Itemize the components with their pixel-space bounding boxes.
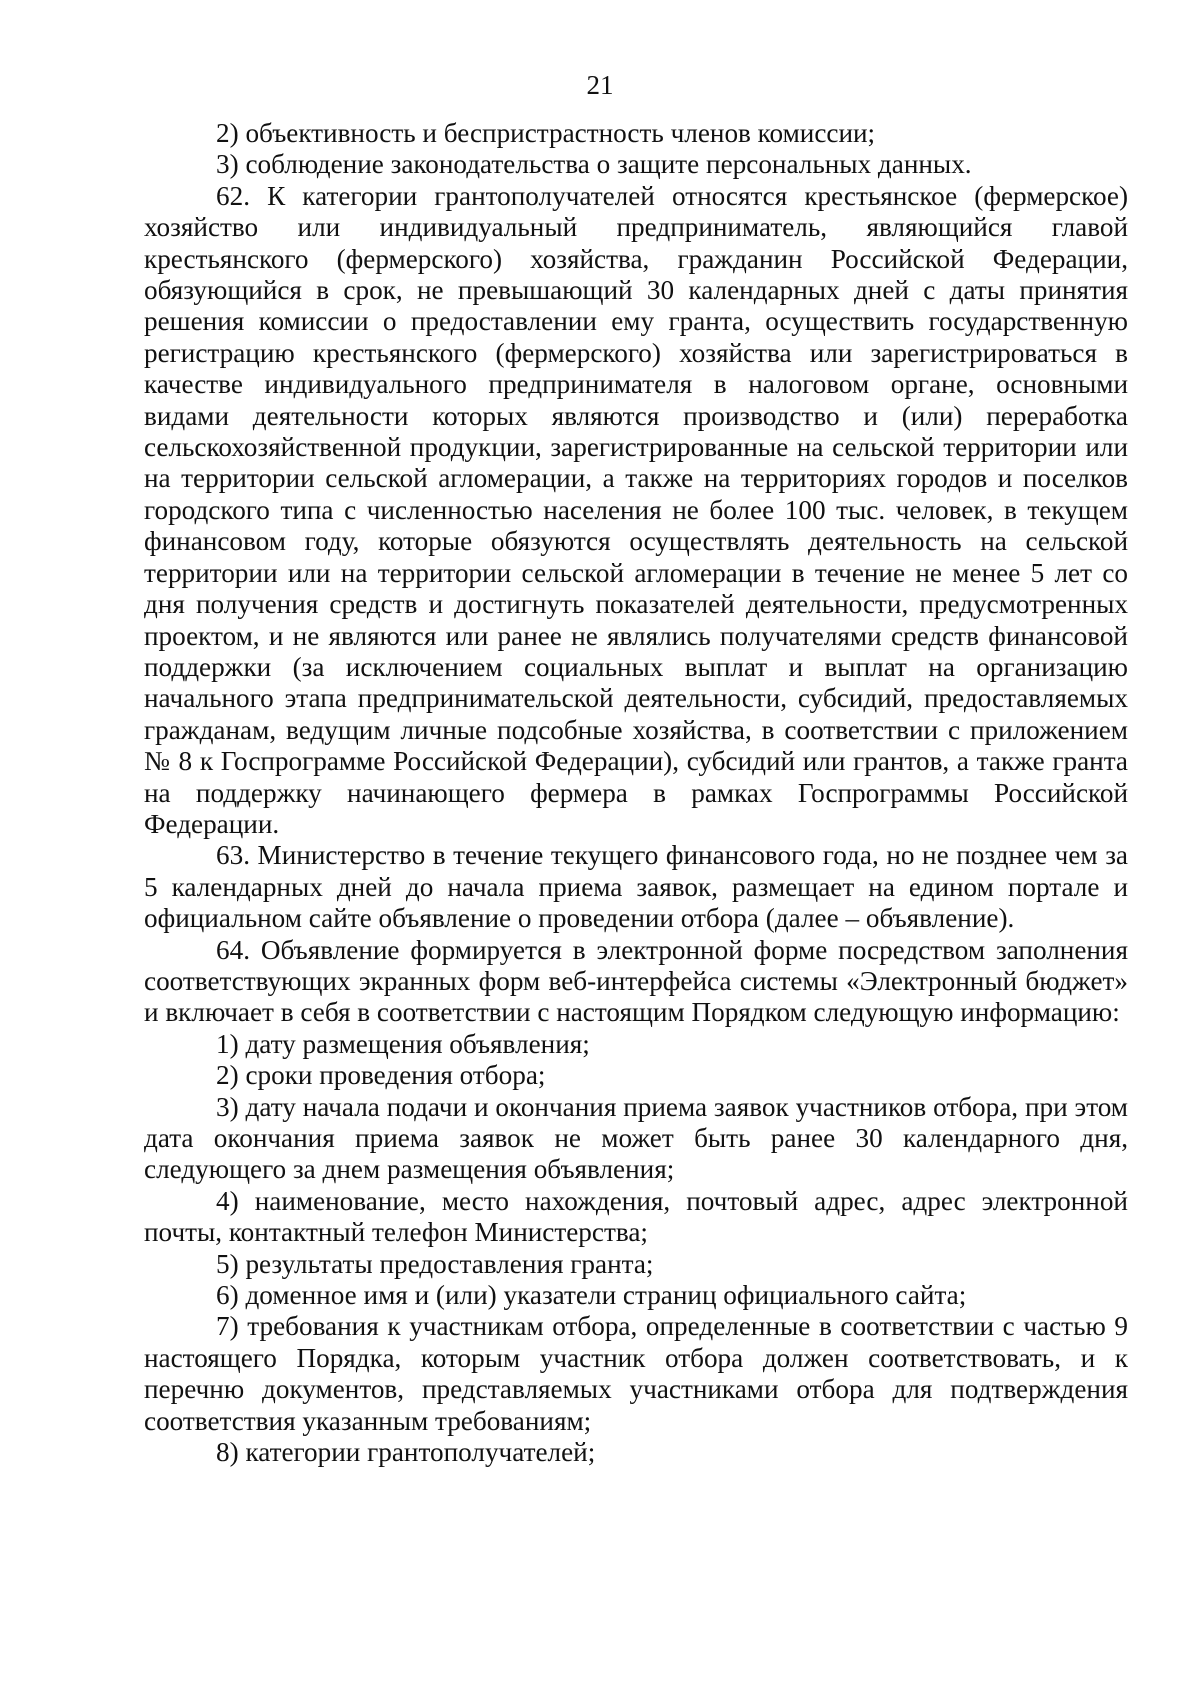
- list-item-3: 3) дату начала подачи и окончания приема заявок участников отбора, при этом дата окончания приема заявок не может быть ранее 30 календарного дня, следующего за днем размещения объявления;: [144, 1091, 1128, 1185]
- list-item-6: 6) доменное имя и (или) указатели страниц официального сайта;: [216, 1280, 967, 1311]
- list-item-7: 7) требования к участникам отбора, определенные в соответствии с частью 9 настоящего Порядка, которым участник отбора должен соответствовать, и к перечню документов, представляемых участниками отбора для подтверждения соответствия указанным требованиям;: [144, 1311, 1128, 1436]
- paragraph-63: 63. Министерство в течение текущего финансового года, но не позднее чем за 5 календарных дней до начала приема заявок, размещает на едином портале и официальном сайте объявление о проведении отбора (далее – объявление).: [144, 840, 1128, 934]
- list-item-2: 2) сроки проведения отбора;: [216, 1060, 546, 1091]
- paragraph-64: 64. Объявление формируется в электронной форме посредством заполнения соответствующих экранных форм веб-интерфейса системы «Электронный бюджет» и включает в себя в соответствии с настоящим Порядком следующую информацию:: [144, 934, 1128, 1028]
- document-body: [144, 118, 1128, 1468]
- page-number: 21: [586, 70, 614, 100]
- paragraph-62: 62. К категории грантополучателей относятся крестьянское (фермерское) хозяйство или индивидуальный предприниматель, являющийся главой крестьянского (фермерского) хозяйства, гражданин Российской Федерации, обязующийся в срок, не превышающий 30 календарных дней с даты принятия решения комиссии о предоставлении ему гранта, осуществить государственную регистрацию крестьянского (фермерского) хозяйства или зарегистрироваться в качестве индивидуального предпринимателя в налоговом органе, основными видами деятельности которых являются производство и (или) переработка сельскохозяйственной продукции, зарегистрированные на сельской территории или на территории сельской агломерации, а также на территориях городов и поселков городского типа с численностью населения не более 100 тыс. человек, в текущем финансовом году, которые обязуются осуществлять деятельность на сельской территории или на территории сельской агломерации в течение не менее 5 лет со дня получения средств и достигнуть показателей деятельности, предусмотренных проектом, и не являются или ранее не являлись получателями средств финансовой поддержки (за исключением социальных выплат и выплат на организацию начального этапа предпринимательской деятельности, субсидий, предоставляемых гражданам, ведущим личные подсобные хозяйства, в соответствии с приложением № 8 к Госпрограмме Российской Федерации), субсидий или грантов, а также гранта на поддержку начинающего фермера в рамках Госпрограммы Российской Федерации.: [144, 180, 1128, 839]
- list-item-5: 5) результаты предоставления гранта;: [216, 1248, 654, 1279]
- list-item-1: 1) дату размещения объявления;: [216, 1028, 590, 1059]
- list-item-4: 4) наименование, место нахождения, почтовый адрес, адрес электронной почты, контактный телефон Министерства;: [144, 1185, 1128, 1248]
- paragraph-item-3: 3) соблюдение законодательства о защите персональных данных.: [216, 149, 972, 180]
- paragraph-item-2: 2) объективность и беспристрастность членов комиссии;: [216, 118, 876, 148]
- list-item-8: 8) категории грантополучателей;: [216, 1437, 596, 1468]
